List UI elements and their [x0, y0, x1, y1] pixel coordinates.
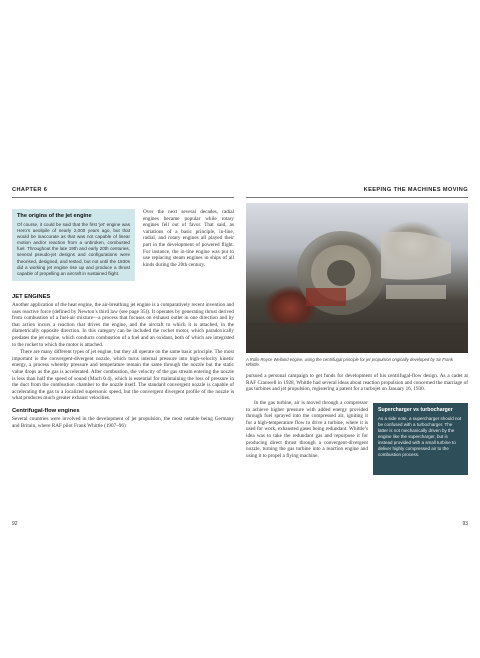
chapter-label: CHAPTER 6	[12, 187, 48, 193]
left-page-number: 92	[12, 521, 18, 527]
centrifugal-heading: Centrifugal-flow engines	[12, 407, 80, 414]
supercharger-box-text: As a side note, a supercharger should not be confused with a turbocharger. The latter is not mechanically driven by the engine like the supercharger, but is instead provided with a small turbine to deliver highly compressed air to the combustion process.	[378, 416, 462, 457]
engine-illustration	[246, 203, 468, 353]
jet-engines-paragraph-1: Another application of the heat engine, the air-breathing jet engine is a comparatively recent invention and uses reactive force (defined by Newton’s third law (see page 35)). It operates by generating thrust derived from combustion of a fuel-air mixture—a process that focuses on exhaust outlet in one direction and by that action incurs a reaction that drives the engine, and the aircraft to which it is attached, in the diametrically opposite direction. In this category can be included the rocket motor, which paradoxically predates the jet engine, which conducts combustion of a fuel and an oxidant, both of which are integrated to the rocket to which the motor is attached.	[12, 302, 234, 348]
engine-photo	[246, 203, 468, 353]
supercharger-sidebar-box	[373, 403, 468, 475]
right-header-rule	[246, 197, 468, 198]
gas-turbine-paragraph: In the gas turbine, air is moved through a compressor to achieve higher pressure with added energy provided through fuel sprayed into the compressed air, igniting it for a high-temperature flow to drive a turbine, where it is used for work, exhausted gases being redundant. Whittle’s idea was to take the redundant gas and repurpose it for producing direct thrust through a convergent-divergent nozzle, turning the gas turbine into a reaction engine and using it to propel a flying machine.	[246, 400, 368, 459]
right-top-paragraph: pursued a personal campaign to get funds for development of his centrifugal-flow design. As a cadet at RAF Cranwell in 1928, Whittle had several ideas about reaction propulsion and concerned the marriage of gas turbines and jet propulsion, registering a patent for a turbojet on January 16, 1930.	[246, 373, 468, 393]
right-page-number: 93	[462, 521, 468, 527]
jet-engines-paragraph-2: There are many different types of jet engine, but they all operate on the same basic principle. The most important is the convergent-divergent nozzle, which turns internal pressure into high-velocity kinetic energy, a process whereby pressure and temperature remain the same through the nozzle but the static value drops as the gas is accelerated. After combustion, the velocity of the gas stream entering the nozzle is less than half the speed of sound (Mach 0.4), which is essential for maintaining the loss of pressure in the duct from the combustion chamber to the nozzle itself. The standard convergent nozzle is capable of accelerating the gas to a localized supersonic speed, but the convergent divergent profile of the nozzle is what produces much greater exhaust velocities.	[12, 349, 234, 402]
photo-caption: A Rolls-Royce Welland engine, using the centrifugal principle for jet propulsion originally developed by Sir Frank Whittle.	[246, 357, 453, 368]
jet-engines-section	[12, 294, 234, 429]
centrifugal-paragraph-1: Several countries were involved in the development of jet propulsion, the most notable being Germany and Britain, where RAF pilot Frank Whittle (1907–96)	[12, 415, 234, 429]
left-top-column-text: Over the next several decades, radial engines became popular while rotary engines fell out of favor. That said, as variations of a basic principle, in-line, radial, and rotary engines all played their part in the development of powered flight. For instance, the in-line engine was put to use replacing steam engines in ships of all kinds during the 20th century.	[143, 209, 234, 268]
origins-box-title: The origins of the jet engine	[17, 213, 92, 219]
left-header-rule	[12, 197, 234, 198]
origins-box-text: Of course, it could be said that the first ‘jet’ engine was Hero’s aeolipile of nearly 2,000 years ago, but that would be inaccurate as that was not capable of linear motion and/or reaction from a unbroken, combusted fuel. Throughout the late 19th and early 20th centuries, several pseudo-jet designs and configurations were theorised, designed, and tested, but not until the 1930s did a working jet engine rise up and produce a thrust capable of propelling an aircraft in sustained flight.	[17, 222, 130, 276]
jet-engines-heading: JET ENGINES	[12, 294, 51, 300]
running-title: KEEPING THE MACHINES MOVING	[363, 187, 468, 193]
supercharger-box-title: Supercharger vs turbocharger	[378, 407, 453, 413]
origins-sidebar-box	[12, 209, 135, 281]
